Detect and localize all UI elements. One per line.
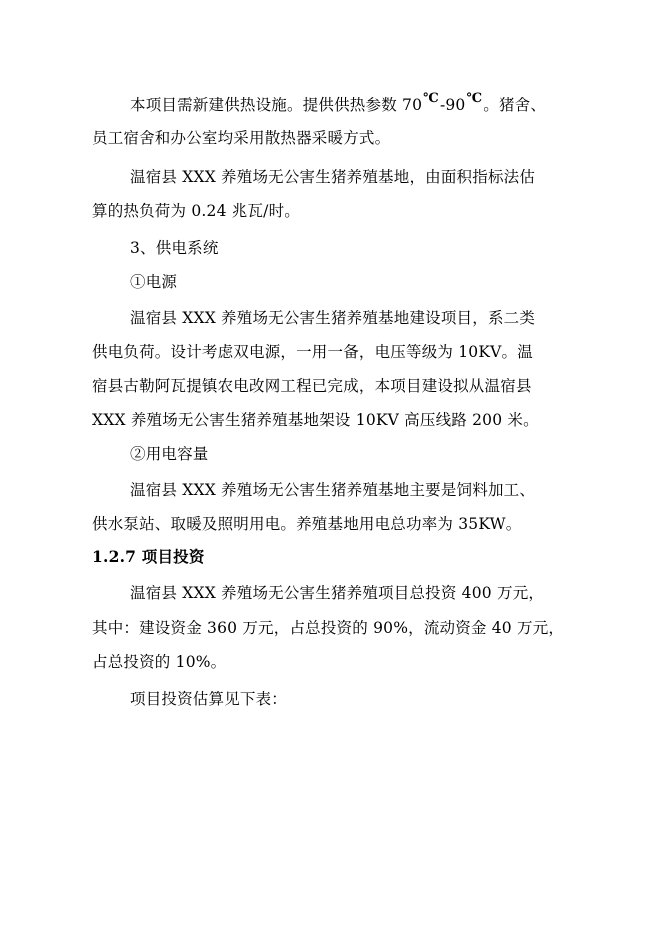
source-paragraph-line-3: 宿县古勒阿瓦提镇农电改网工程已完成，本项目建设拟从温宿县 xyxy=(92,377,532,395)
heat-text-c: 。猪舍、 xyxy=(483,96,547,114)
table-intro-line: 项目投资估算见下表： xyxy=(130,690,288,708)
investment-paragraph-line-3: 占总投资的 10%。 xyxy=(92,653,227,671)
heat-paragraph-line-1 xyxy=(130,91,582,118)
capacity-paragraph-line-2: 供水泵站、取暖及照明用电。养殖基地用电总功率为 35KW。 xyxy=(92,515,522,533)
load-paragraph-line-1: 温宿县 XXX 养殖场无公害生猪养殖基地，由面积指标法估 xyxy=(130,168,536,186)
capacity-paragraph-line-1: 温宿县 XXX 养殖场无公害生猪养殖基地主要是饲料加工、 xyxy=(130,481,536,499)
source-paragraph-line-1: 温宿县 XXX 养殖场无公害生猪养殖基地建设项目，系二类 xyxy=(130,309,536,327)
heat-text-b: -90 xyxy=(439,96,466,114)
power-source-title: ①电源 xyxy=(130,273,178,291)
capacity-title: ②用电容量 xyxy=(130,445,209,463)
power-section-title: 3、供电系统 xyxy=(130,239,219,257)
source-paragraph-line-2: 供电负荷。设计考虑双电源，一用一备，电压等级为 10KV。温 xyxy=(92,343,533,361)
celsius-unit-1: ℃ xyxy=(423,91,439,106)
celsius-unit-2: ℃ xyxy=(466,91,483,106)
investment-heading: 1.2.7 项目投资 xyxy=(92,547,205,566)
heat-paragraph-line-2: 员工宿舍和办公室均采用散热器采暖方式。 xyxy=(92,129,391,147)
source-paragraph-line-4: XXX 养殖场无公害生猪养殖基地架设 10KV 高压线路 200 米。 xyxy=(92,411,539,429)
investment-paragraph-line-1: 温宿县 XXX 养殖场无公害生猪养殖项目总投资 400 万元， xyxy=(130,584,545,602)
load-paragraph-line-2: 算的热负荷为 0.24 兆瓦/时。 xyxy=(92,202,300,220)
investment-paragraph-line-2: 其中：建设资金 360 万元，占总投资的 90%，流动资金 40 万元， xyxy=(92,619,565,637)
heat-text-a: 本项目需新建供热设施。提供供热参数 70 xyxy=(130,96,423,114)
